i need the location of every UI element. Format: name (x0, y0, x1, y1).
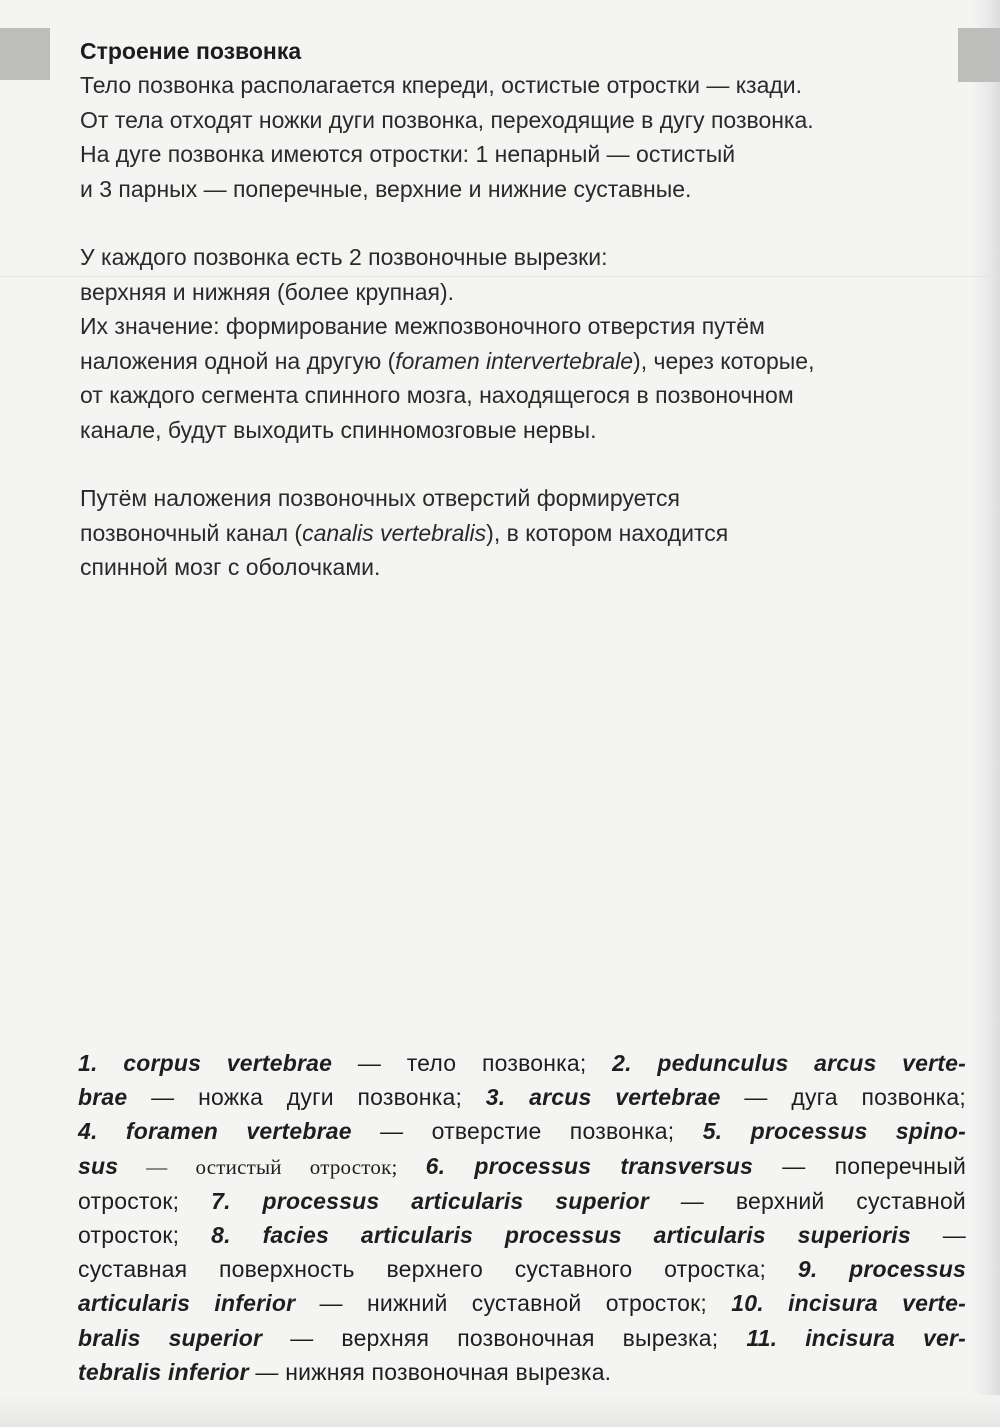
legend-term: 4. foramen vertebrae (78, 1118, 352, 1145)
page-bottom-shadow (0, 1395, 1000, 1427)
legend-desc: — поперечный (753, 1152, 966, 1179)
text-line: Тело позвонка располагается кпереди, остистые отростки — кзади. (80, 72, 803, 98)
legend-term: articularis inferior (78, 1290, 296, 1317)
legend-term: sus (78, 1152, 119, 1179)
text-segment: позвоночный канал ( (80, 519, 303, 546)
legend-term: 8. facies articularis processus articularis superioris (211, 1222, 911, 1249)
legend-desc: отросток; (78, 1222, 212, 1249)
legend-line (78, 1184, 966, 1218)
figure-legend (78, 1046, 966, 1389)
page-tab-left (0, 28, 50, 80)
legend-line (78, 1149, 966, 1184)
legend-desc: отросток; (78, 1187, 212, 1214)
text-line: Путём наложения позвоночных отверстий формируется (80, 485, 680, 511)
text-line (80, 516, 980, 551)
legend-desc: — верхняя позвоночная вырезка; (262, 1324, 747, 1351)
main-text (80, 34, 980, 585)
legend-line (78, 1218, 966, 1252)
legend-desc: — тело позвонка; (332, 1050, 613, 1076)
legend-line (78, 1114, 966, 1148)
text-segment: ), через которые, (633, 347, 815, 374)
legend-term: brae (78, 1084, 128, 1111)
legend-desc: — нижняя позвоночная вырезка. (248, 1358, 612, 1385)
text-segment: ), в котором находится (486, 519, 729, 546)
text-line: канале, будут выходить спинномозговые нервы. (80, 416, 597, 443)
legend-term: 5. processus spino- (702, 1118, 966, 1145)
legend-line (78, 1321, 966, 1355)
text-line: от каждого сегмента спинного мозга, находящегося в позвоночном (80, 382, 794, 408)
text-line: На дуге позвонка имеются отростки: 1 непарный — остистый (80, 141, 736, 167)
legend-desc: — нижний суставной отросток; (295, 1290, 732, 1317)
legend-desc: — дуга позвонка; (720, 1084, 966, 1111)
legend-term: 2. pedunculus arcus verte- (612, 1050, 967, 1076)
text-line: У каждого позвонка есть 2 позвоночные вырезки: (80, 244, 608, 270)
legend-term: 1. corpus vertebrae (78, 1050, 333, 1076)
text-line: спинной мозг с оболочками. (80, 554, 381, 580)
text-line (80, 344, 980, 379)
legend-term: 6. processus transversus (425, 1152, 754, 1179)
legend-term: 9. processus (797, 1256, 966, 1283)
text-line: Их значение: формирование межпозвоночного отверстия путём (80, 313, 765, 339)
legend-term: 11. incisura ver- (746, 1324, 967, 1351)
legend-term: 7. processus articularis superior (211, 1187, 649, 1214)
legend-term: bralis superior (78, 1324, 263, 1351)
latin-term: foramen intervertebrale (395, 347, 634, 374)
legend-term: 10. incisura verte- (731, 1290, 966, 1317)
legend-desc: — отверстие позвонка; (351, 1118, 703, 1145)
paragraph-canal (80, 481, 980, 585)
text-line: и 3 парных — поперечные, верхние и нижние суставные. (80, 175, 692, 202)
legend-desc: — ножка дуги позвонка; (127, 1084, 486, 1111)
paragraph-notches (80, 240, 980, 447)
text-segment: наложения одной на другую ( (80, 347, 396, 374)
legend-line (78, 1080, 966, 1114)
legend-term: tebralis inferior (78, 1358, 249, 1385)
legend-desc: суставная поверхность верхнего суставного отростка; (78, 1256, 798, 1283)
section-heading: Строение позвонка (80, 38, 302, 64)
legend-desc: — (910, 1222, 966, 1249)
text-line: верхняя и нижняя (более крупная). (80, 278, 455, 305)
legend-line (78, 1252, 966, 1286)
paragraph-structure (80, 68, 980, 206)
latin-term: canalis vertebralis (302, 519, 487, 546)
legend-desc: — верхний суставной (648, 1187, 966, 1214)
legend-line (78, 1286, 966, 1320)
legend-term: 3. arcus vertebrae (485, 1084, 721, 1111)
text-line: От тела отходят ножки дуги позвонка, переходящие в дугу позвонка. (80, 106, 814, 133)
legend-line (78, 1046, 966, 1080)
legend-desc: — остистый отросток; (118, 1154, 426, 1179)
legend-line (78, 1355, 966, 1389)
